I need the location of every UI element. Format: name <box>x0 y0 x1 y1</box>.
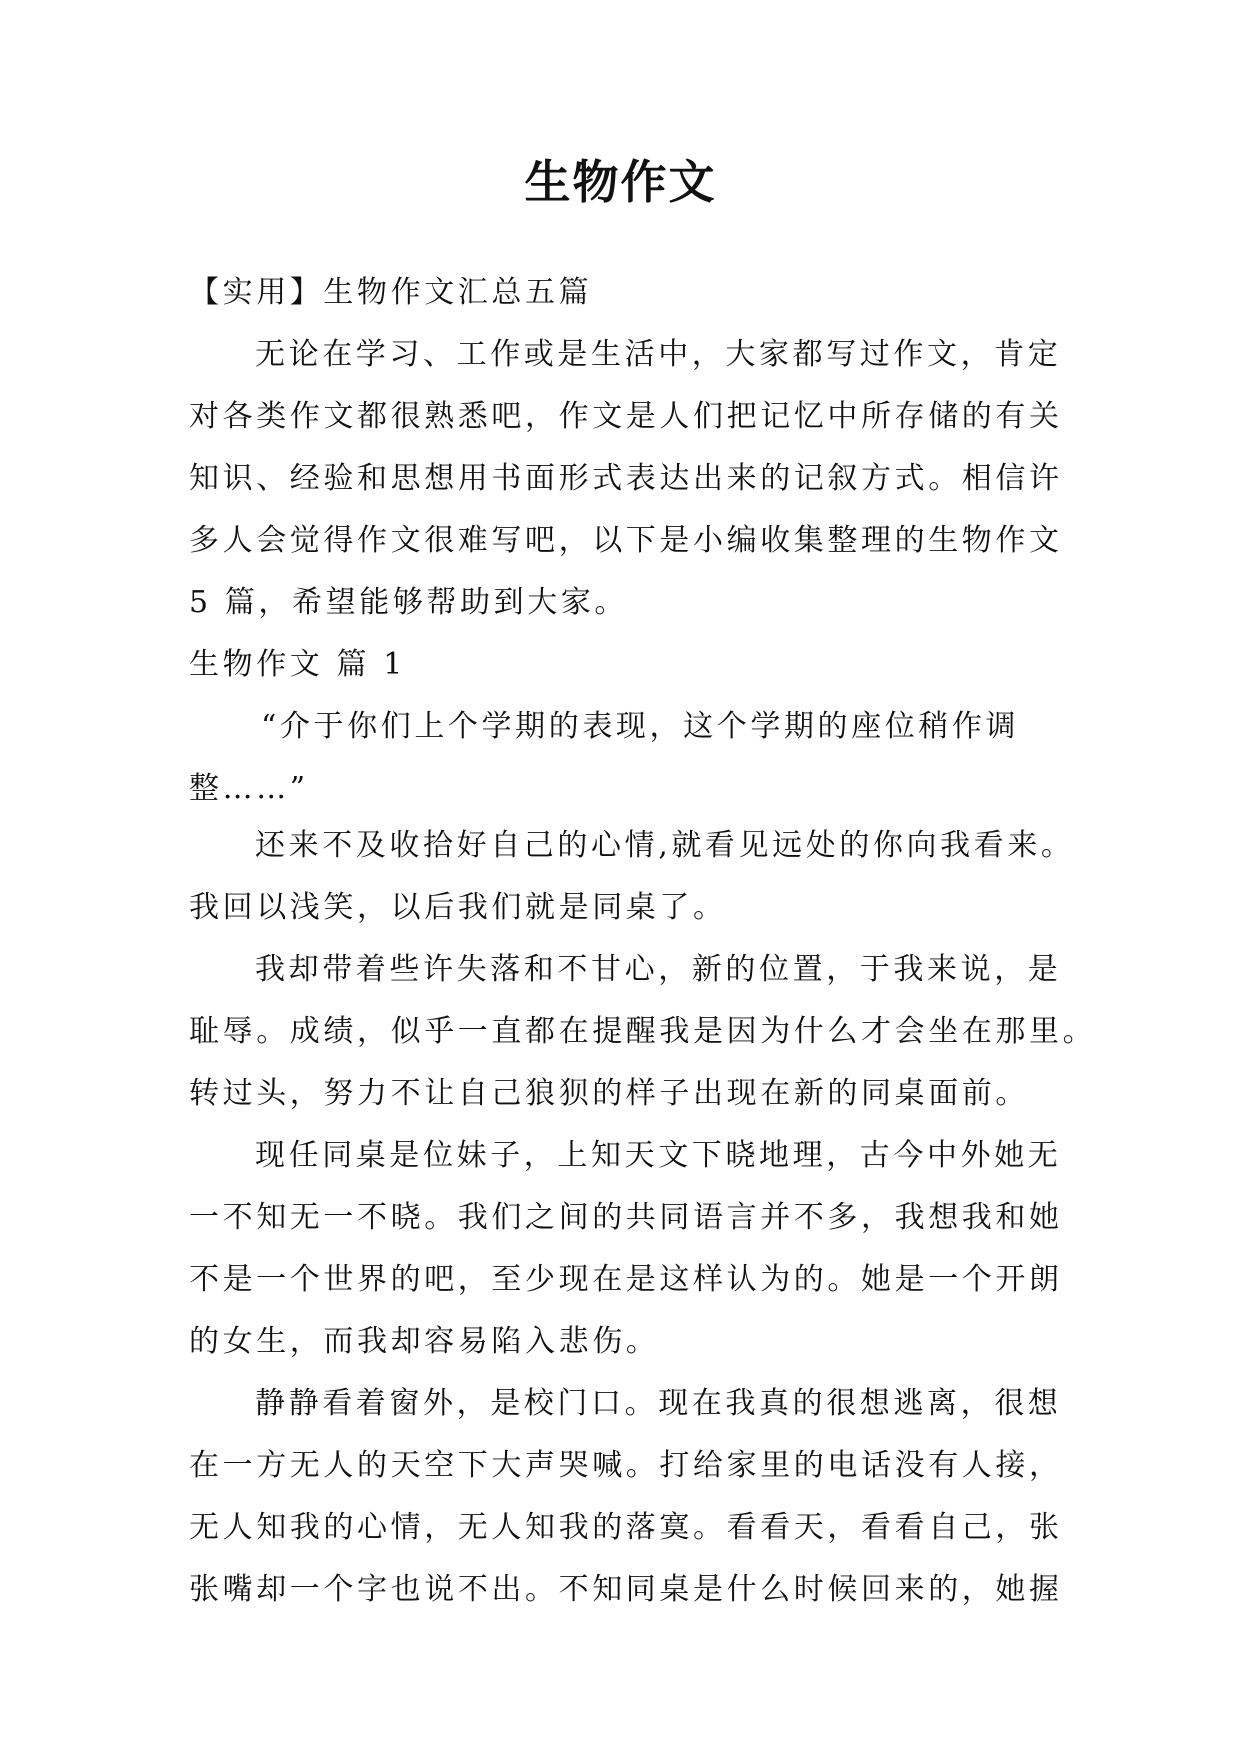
paragraph-line: 多人会觉得作文很难写吧，以下是小编收集整理的生物作文 <box>189 523 1063 558</box>
paragraph-line: 还来不及收拾好自己的心情,就看见远处的你向我看来。 <box>255 828 1075 863</box>
paragraph-line: 的女生，而我却容易陷入悲伤。 <box>189 1324 660 1359</box>
paragraph-line: 知识、经验和思想用书面形式表达出来的记叙方式。相信许 <box>189 461 1063 496</box>
paragraph-line: 耻辱。成绩，似乎一直都在提醒我是因为什么才会坐在那里。 <box>189 1014 1097 1049</box>
paragraph-line: 我回以浅笑，以后我们就是同桌了。 <box>189 890 727 925</box>
paragraph-line: 在一方无人的天空下大声哭喊。打给家里的电话没有人接， <box>189 1448 1063 1483</box>
document-body <box>189 262 1063 820</box>
paragraph-line: 转过头，努力不让自己狼狈的样子出现在新的同桌面前。 <box>189 1076 1029 1111</box>
paragraph-line: 对各类作文都很熟悉吧，作文是人们把记忆中所存储的有关 <box>189 399 1063 434</box>
paragraph-line: 整……” <box>189 771 309 806</box>
paragraph-line: 张嘴却一个字也说不出。不知同桌是什么时候回来的，她握 <box>189 1572 1063 1607</box>
paragraph-line: “介于你们上个学期的表现，这个学期的座位稍作调 <box>261 709 1020 744</box>
paragraph-line: 现任同桌是位妹子，上知天文下晓地理，古今中外她无 <box>255 1138 1062 1173</box>
subtitle-line: 【实用】生物作文汇总五篇 <box>189 275 593 310</box>
paragraph-line: 一不知无一不晓。我们之间的共同语言并不多，我想我和她 <box>189 1200 1063 1235</box>
paragraph-line: 不是一个世界的吧，至少现在是这样认为的。她是一个开朗 <box>189 1262 1063 1297</box>
document-title: 生物作文 <box>524 155 717 209</box>
paragraph-line: 我却带着些许失落和不甘心，新的位置，于我来说，是 <box>255 952 1062 987</box>
paragraph-line: 静静看着窗外，是校门口。现在我真的很想逃离，很想 <box>255 1386 1062 1421</box>
document-body-continued <box>189 815 1097 1621</box>
paragraph-line: 无论在学习、工作或是生活中，大家都写过作文，肯定 <box>255 337 1062 372</box>
paragraph-line: 无人知我的心情，无人知我的落寞。看看天，看看自己，张 <box>189 1510 1063 1545</box>
paragraph-line: 5 篇，希望能够帮助到大家。 <box>189 585 629 620</box>
section-heading: 生物作文 篇 1 <box>189 647 406 682</box>
